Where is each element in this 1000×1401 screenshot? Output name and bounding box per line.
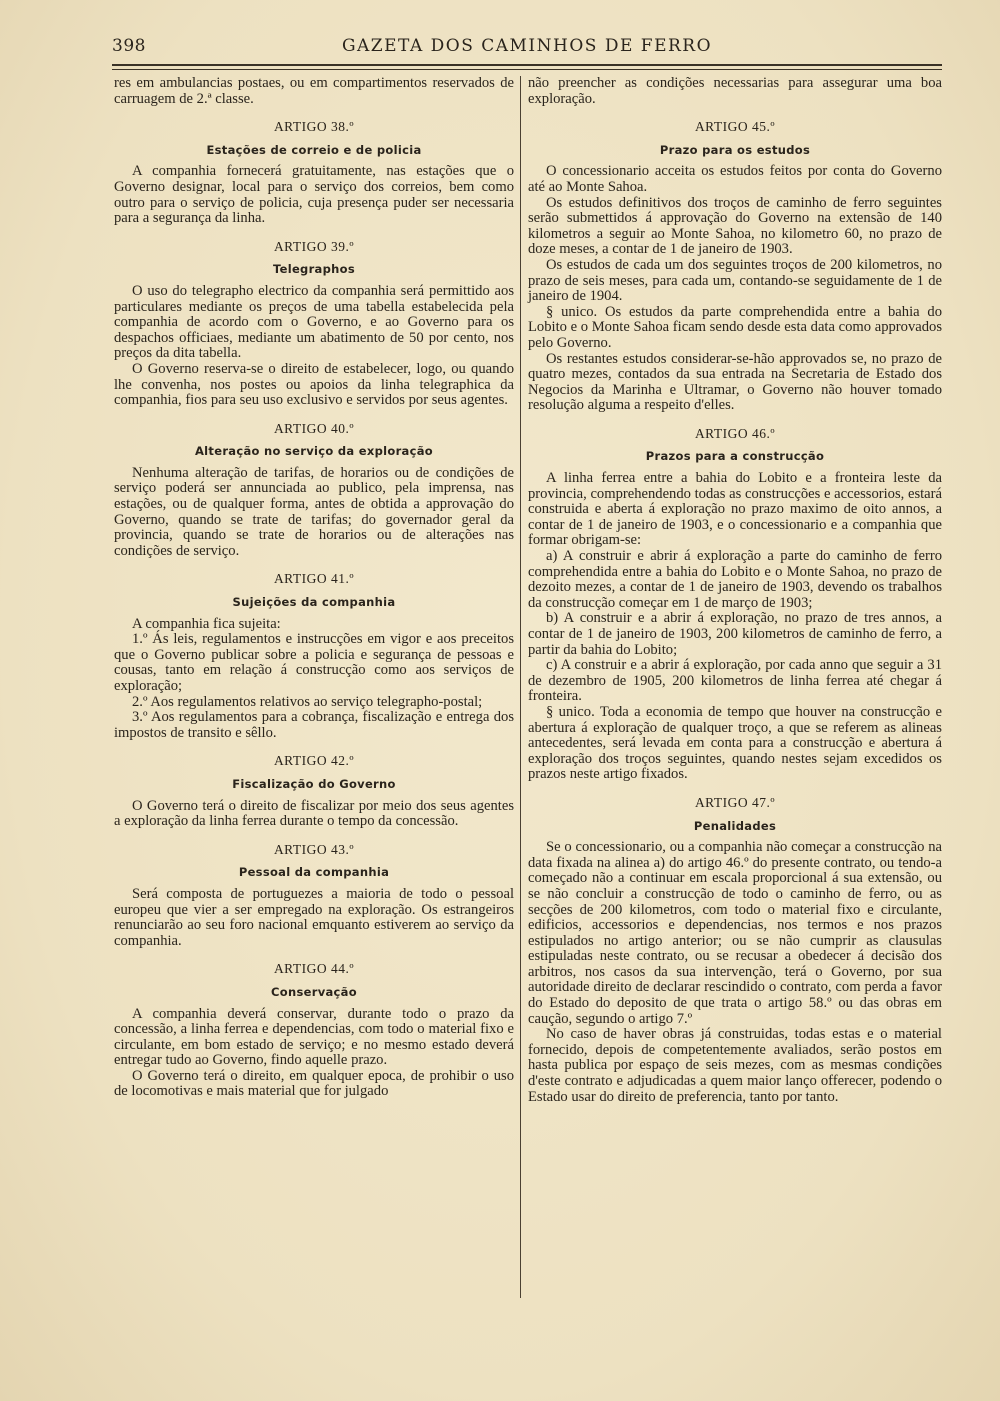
article-39-subheading: Telegraphos — [273, 262, 355, 277]
article-44-paragraph: A companhia deverá conservar, durante todo o prazo da concessão, a linha ferrea e dependencias, com todo o material fixo e circulante, em bom estado de serviço; e no mesmo estado deverá entregar tudo ao Governo, findo aquelle prazo. — [114, 1005, 514, 1069]
article-41-paragraph: 1.º Ás leis, regulamentos e instrucções em vigor e aos preceitos que o Governo publicar sobre a policia e segurança de pessoas e cousas, tanto em relação á construcção como aos serviços de exploração; — [114, 631, 514, 694]
article-45-paragraph: Os restantes estudos considerar-se-hão approvados se, no prazo de quatro mezes, contados da sua entrada na Secretaria de Estado dos Negocios da Marinha e Ultramar, o Governo não houver tomado resolução alguma a respeito d'elles. — [528, 350, 942, 414]
page-number: 398 — [112, 36, 146, 56]
article-46-paragraph: c) A construir e a abrir á exploração, por cada anno que seguir a 31 de dezembro de 1905, 200 kilometros de linha ferrea até chegar á fronteira. — [528, 657, 942, 705]
article-47-subheading: Penalidades — [693, 818, 777, 833]
article-41-paragraph: 3.º Aos regulamentos para a cobrança, fiscalização e entrega dos impostos de transito e sêllo. — [114, 709, 514, 741]
right-column — [528, 76, 942, 1105]
article-46-paragraph: a) A construir e abrir á exploração a parte do caminho de ferro comprehendida entre a bahia do Lobito e o Monte Sahoa, no prazo de dezoito mezes, a contar de 1 de janeiro de 1903, devendo os trabalhos da construcção começar em 1 de março de 1903; — [528, 548, 942, 611]
article-41-heading: ARTIGO 41.º — [273, 571, 355, 587]
left-intro-paragraph: res em ambulancias postaes, ou em compartimentos reservados de carruagem de 2.ª classe. — [114, 75, 514, 107]
article-46-paragraph: § unico. Toda a economia de tempo que houver na construcção e abertura á exploração de qualquer troço, a que se referem as alineas antecedentes, será levada em conta para a construcção e abertura á exploração dos troços seguintes, quando nestes sejam excedidos os prazos neste artigo fixados. — [528, 703, 942, 783]
article-46-heading: ARTIGO 46.º — [694, 425, 776, 441]
article-45-subheading: Prazo para os estudos — [659, 142, 811, 157]
right-intro-paragraph: não preencher as condições necessarias para assegurar uma boa exploração. — [528, 75, 942, 107]
column-divider — [520, 76, 521, 1298]
article-43-paragraph: Será composta de portuguezes a maioria de todo o pessoal europeu que vier a ser empregado na exploração. Os estrangeiros renunciarão ao seu foro nacional emquanto estiverem ao serviço da companhia. — [114, 885, 514, 949]
article-45-paragraph: Os estudos definitivos dos troços de caminho de ferro seguintes serão submettidos á approvação do Governo na extensão de 140 kilometros a seguir ao Monte Sahoa, no kilometro 60, no prazo de doze meses, a contar de 1 de janeiro de 1903. — [528, 194, 942, 258]
article-42-subheading: Fiscalização do Governo — [232, 776, 396, 791]
article-41-paragraph: A companhia fica sujeita: — [132, 615, 281, 632]
article-47-heading: ARTIGO 47.º — [694, 794, 776, 810]
header-rule-thin — [112, 69, 942, 70]
article-43-heading: ARTIGO 43.º — [273, 841, 355, 857]
running-title: GAZETA DOS CAMINHOS DE FERRO — [341, 36, 713, 56]
article-45-paragraph: Os estudos de cada um dos seguintes troços de 200 kilometros, no prazo de seis meses, para cada um, contando-se seguidamente de 1 de janeiro de 1904. — [528, 256, 942, 305]
article-42-heading: ARTIGO 42.º — [273, 753, 355, 769]
article-42-paragraph: O Governo terá o direito de fiscalizar por meio dos seus agentes a exploração da linha ferrea durante o tempo da concessão. — [114, 797, 514, 830]
article-45-paragraph: § unico. Os estudos da parte comprehendida entre a bahia do Lobito e o Monte Sahoa ficam sendo desde esta data como approvados pelo Governo. — [528, 303, 942, 351]
article-38-paragraph: A companhia fornecerá gratuitamente, nas estações que o Governo designar, local para o serviço dos correios, bem como outro para o serviço de policia, cuja presença puder ser necessaria para a segurança da linha. — [114, 163, 514, 227]
article-43-subheading: Pessoal da companhia — [238, 865, 390, 880]
article-44-heading: ARTIGO 44.º — [273, 961, 355, 977]
article-46-paragraph: A linha ferrea entre a bahia do Lobito e a fronteira leste da provincia, comprehendendo todas as construcções e accessorios, estará construida e aberta á exploração no prazo maximo de oito annos, a contar de 1 de janeiro de 1903, e o concessionario e a companhia que formar obrigam-se: — [528, 470, 942, 549]
article-44-paragraph: O Governo terá o direito, em qualquer epoca, de prohibir o uso de locomotivas e mais material que for julgado — [114, 1067, 514, 1100]
article-39-paragraph: O uso do telegrapho electrico da companhia será permittido aos particulares mediante os preços de uma tabella estabelecida pela companhia de acordo com o Governo, e ao Governo para os despachos officiaes, mediante um abatimento de 50 por cento, nos preços da dita tabella. — [114, 282, 514, 362]
article-47-paragraph: Se o concessionario, ou a companhia não começar a construcção na data fixada na alinea a) do artigo 46.º do presente contrato, ou tendo-a começado não a continuar em escala proporcional á sua extensão, ou se não concluir a construcção de todo o caminho de ferro, ou as secções de 200 kilometros, com todo o material fixo e circulante, edificios, accessorios e dependencias, nos termos e nos prazos estipulados no artigo anterior; ou se não cumprir as clausulas estipuladas neste contrato, ou se recusar a obedecer á decisão dos arbitros, nos casos da sua intervenção, terá o Governo, por sua autoridade direito de declarar rescindido o contrato, com perda a favor do Estado do deposito de que trata o artigo 58.º ou das obras em caução, segundo o artigo 7.º — [528, 839, 942, 1027]
article-45-heading: ARTIGO 45.º — [694, 119, 776, 135]
article-40-heading: ARTIGO 40.º — [273, 420, 355, 436]
article-38-subheading: Estações de correio e de policia — [206, 142, 422, 157]
article-41-subheading: Sujeições da companhia — [232, 595, 396, 610]
article-45-paragraph: O concessionario acceita os estudos feitos por conta do Governo até ao Monte Sahoa. — [528, 163, 942, 195]
page-header — [112, 36, 942, 62]
left-column — [114, 76, 514, 1100]
article-39-heading: ARTIGO 39.º — [273, 238, 355, 254]
article-40-paragraph: Nenhuma alteração de tarifas, de horarios ou de condições de serviço poderá ser annunciada ao publico, pela imprensa, nas estações, ou de qualquer forma, antes de obtida a approvação do Governo, quando se trate de tarifas; do governador geral da provincia, quando se trate de horarios ou de alterações nas condições de serviço. — [114, 464, 514, 559]
article-39-paragraph: O Governo reserva-se o direito de estabelecer, logo, ou quando lhe convenha, nos postes ou apoios da linha telegraphica da companhia, fios para seu uso exclusivo e servidos por seus agentes. — [114, 360, 514, 409]
article-47-paragraph: No caso de haver obras já construidas, todas estas e o material fornecido, depois de competentemente avaliados, serão postos em hasta publica por espaço de seis mezes, com as mesmas condições d'este contrato e adjudicadas a quem maior lanço offerecer, podendo o Estado usar do direito de preferencia, tanto por tanto. — [528, 1026, 942, 1105]
article-44-subheading: Conservação — [271, 984, 357, 999]
article-40-subheading: Alteração no serviço da exploração — [194, 444, 433, 459]
header-rule — [112, 64, 942, 66]
article-46-paragraph: b) A construir e a abrir á exploração, no prazo de tres annos, a contar de 1 de janeiro de 1903, 200 kilometros de caminho de ferro, a partir da bahia do Lobito; — [528, 610, 942, 658]
article-41-paragraph: 2.º Aos regulamentos relativos ao serviço telegrapho-postal; — [132, 693, 483, 710]
article-46-subheading: Prazos para a construcção — [645, 449, 825, 464]
article-38-heading: ARTIGO 38.º — [273, 119, 355, 135]
